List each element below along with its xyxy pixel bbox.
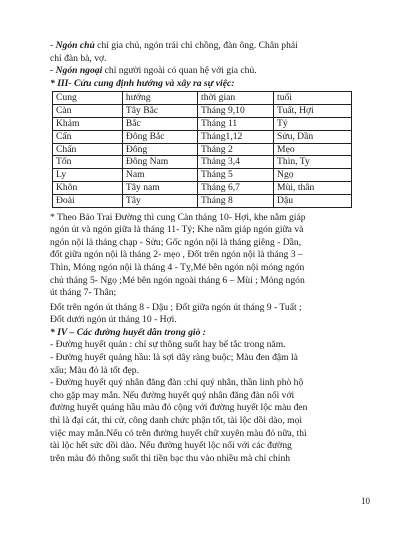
table-cell: Tháng 2	[198, 143, 274, 156]
table-cell: Đông	[122, 143, 197, 156]
table-cell: Tây	[122, 194, 197, 207]
nine-palace-table	[52, 91, 352, 207]
body-line: xấu; Màu đỏ là tốt đẹp.	[50, 364, 139, 376]
body-line: cho gặp may mắn. Nếu đường huyết quý nhân đăng đàn nối với	[50, 389, 295, 401]
table-header-cell: tuổi	[274, 92, 352, 105]
table-cell: Thìn, Ty	[274, 156, 352, 169]
table-row	[53, 181, 352, 194]
table-row	[53, 143, 352, 156]
table-cell: Khôn	[53, 181, 123, 194]
note-line: chủ tháng 5- Ngọ ;Mé bên ngón ngoài tháng 6 – Mùi ; Móng ngón	[50, 274, 305, 286]
table-row	[53, 156, 352, 169]
table-cell: Sửu, Dần	[274, 130, 352, 143]
table-row	[53, 117, 352, 130]
body-line: tài lộc hết sức dồi dào. Nếu đường huyết lộc nối với các đường	[50, 440, 292, 452]
table-row	[53, 130, 352, 143]
table-cell: Mẹo	[274, 143, 352, 156]
note-line: đốt giữa ngón nội là tháng 2- mẹo , Đốt trên ngón nội là tháng 3 –	[50, 249, 303, 261]
table-cell: Dậu	[274, 194, 352, 207]
table-cell: Khảm	[53, 117, 123, 130]
table-row	[53, 169, 352, 182]
body-line: - Đường huyết quản : chỉ sự thông suốt hay bế tắc trong năm.	[50, 339, 286, 351]
body-line: - Đường huyết quảng hầu: là sợi dây ràng buộc; Màu đen đậm là	[50, 352, 298, 364]
table-row	[53, 105, 352, 118]
table-cell: Mùi, thân	[274, 181, 352, 194]
body-line: đường huyết quảng hầu màu đỏ cộng với đường huyết lộc màu đen	[50, 402, 308, 414]
intro-line: - Ngón chủ chỉ gia chủ, ngón trái chỉ chồng, đàn ông. Chân phải	[50, 40, 298, 51]
intro-line: chỉ đàn bà, vợ.	[50, 52, 107, 64]
table-cell: Ly	[53, 169, 123, 182]
section4-heading: * IV – Các đường huyết dẫn trong giò :	[50, 326, 206, 338]
table-cell: Tháng 3,4	[198, 156, 274, 169]
table-header-cell: Cung	[53, 92, 123, 105]
table-cell: Đông Nam	[122, 156, 197, 169]
note-line: Đốt trên ngón út tháng 8 - Dậu ; Đốt giữa ngón út tháng 9 - Tuất ;	[50, 301, 302, 313]
table-cell: Tháng 11	[198, 117, 274, 130]
table-header-cell: thời gian	[198, 92, 274, 105]
note-line: Đốt dưới ngón út tháng 10 - Hợi.	[50, 314, 177, 326]
table-cell: Tây Bắc	[122, 105, 197, 118]
note-line: ngón út và ngón giữa là tháng 11- Tý; Khe nằm giáp ngón giữa và	[50, 224, 304, 236]
table-cell: Đông Bắc	[122, 130, 197, 143]
table-cell: Tây nam	[122, 181, 197, 194]
table-cell: Càn	[53, 105, 123, 118]
table-cell: Tháng 8	[198, 194, 274, 207]
page-number: 10	[361, 496, 370, 506]
table-cell: Ngọ	[274, 169, 352, 182]
table-cell: Tháng1,12	[198, 130, 274, 143]
table-cell: Đoài	[53, 194, 123, 207]
table-cell: Nam	[122, 169, 197, 182]
body-line: thì là đại cát, thi cử, công danh chức phận tốt, tài lộc dồi dào, mọi	[50, 415, 303, 427]
intro-line: - Ngón ngoại chỉ người ngoài có quan hệ với gia chủ.	[50, 65, 257, 77]
table-header-row	[53, 92, 352, 105]
note-line: Thìn, Móng ngón nội là tháng 4 - Tỵ,Mé bên ngón nội móng ngón	[50, 261, 305, 273]
table-row	[53, 194, 352, 207]
table-cell: Tuất, Hợi	[274, 105, 352, 118]
table-cell: Bắc	[122, 117, 197, 130]
section3-heading: * III- Cửu cung định hướng và xây ra sự việc:	[50, 77, 235, 89]
table-cell: Tý	[274, 117, 352, 130]
table-cell: Tốn	[53, 156, 123, 169]
table-cell: Tháng 9,10	[198, 105, 274, 118]
table-cell: Tháng 5	[198, 169, 274, 182]
note-line: ngón nội là tháng chạp - Sửu; Gốc ngón nội là tháng giêng - Dần,	[50, 236, 302, 248]
document-page	[50, 40, 376, 465]
body-line: trên màu đỏ thông suốt thì tiền bạc thu vào nhiều mà chỉ chính	[50, 452, 291, 464]
body-line: - Đường huyết quý nhân đăng đàn :chỉ quý nhân, thần linh phò hộ	[50, 377, 304, 389]
table-cell: Cấn	[53, 130, 123, 143]
note-line: * Theo Bảo Trai Đường thì cung Càn tháng 10- Hợi, khe nằm giáp	[50, 211, 306, 223]
body-line: việc may mắn.Nếu có trên đường huyết chữ xuyên màu đỏ nữa, thì	[50, 427, 307, 439]
table-cell: Chấn	[53, 143, 123, 156]
note-line: út tháng 7- Thân;	[50, 287, 117, 299]
table-cell: Tháng 6,7	[198, 181, 274, 194]
table-header-cell: hướng	[122, 92, 197, 105]
